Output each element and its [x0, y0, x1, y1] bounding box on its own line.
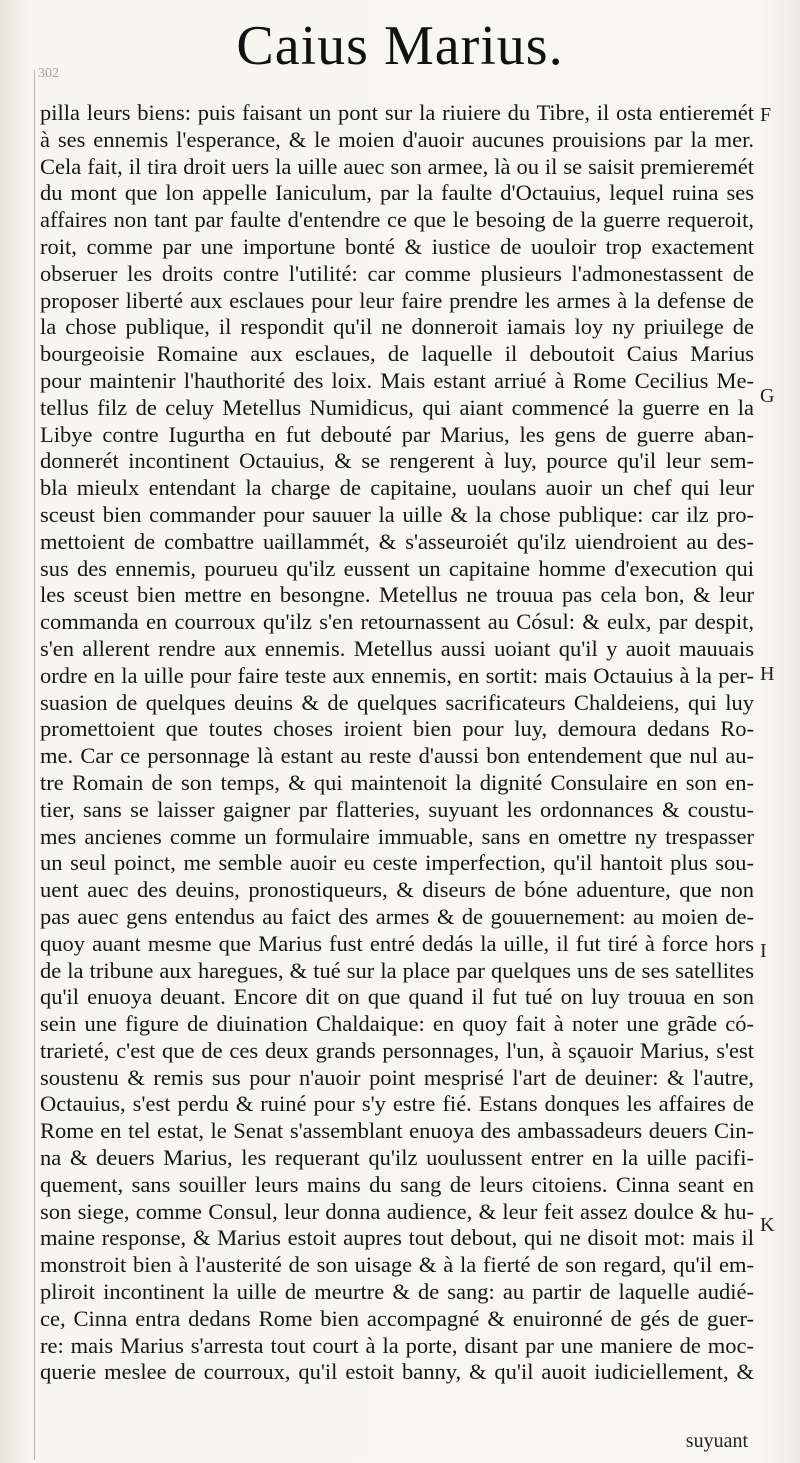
text-line: Libye contre Iugurtha en fut debouté par Marius, les gens de guerre aban- [40, 421, 754, 447]
text-line: Cela fait, il tira droit uers la uille auec son armee, là ou il se saisit premieremét [40, 153, 754, 179]
running-head: Caius Marius. [236, 15, 564, 77]
text-line: suasion de quelques deuins & de quelques sacrificateurs Chaldeiens, qui luy [40, 689, 754, 715]
text-line: la chose publique, il respondit qu'il ne donneroit iamais loy ny priuilege de [40, 314, 754, 340]
text-line: querie meslee de courroux, qu'il estoit banny, & qu'il auoit iudiciellement, & [40, 1359, 754, 1385]
text-line: pliroit incontinent la uille de meurtre & de sang: au partir de laquelle audié- [40, 1279, 754, 1305]
margin-letter-h: H [760, 663, 775, 685]
text-line: tellus filz de celuy Metellus Numidicus, qui aiant commencé la guerre en la [40, 394, 754, 420]
margin-letter-f: F [760, 104, 772, 126]
text-line: tre Romain de son temps, & qui maintenoit la dignité Consulaire en son en- [40, 769, 754, 795]
text-line: affaires non tant par faulte d'entendre ce que le besoing de la guerre requeroit, [40, 207, 754, 233]
text-line: mettoient de combattre uaillammét, & s'asseuroiét qu'ilz uiendroient au des- [40, 528, 754, 554]
text-line: du mont que lon appelle Ianiculum, par la faulte d'Octauius, lequel ruina ses [40, 180, 754, 206]
catchword: suyuant [685, 1430, 748, 1452]
text-line: qu'il enuoya deuant. Encore dit on que quand il fut tué on luy trouua en son [40, 984, 754, 1010]
text-line: tier, sans se laisser gaigner par flatteries, suyuant les ordonnances & coustu- [40, 796, 754, 822]
text-line: uent auec des deuins, pronostiqueurs, & diseurs de bóne aduenture, que non [40, 877, 754, 903]
text-line: proposer liberté aux esclaues pour leur faire prendre les armes à la defense de [40, 287, 754, 313]
gutter-rule [34, 70, 35, 1460]
margin-letter-k: K [760, 1214, 775, 1236]
text-line: promettoient que toutes choses iroient bien pour luy, demoura dedans Ro- [40, 716, 754, 742]
text-line: roit, comme par une importune bonté & iustice de uouloir trop exactement [40, 233, 754, 259]
text-line: me. Car ce personnage là estant au reste d'aussi bon entendement que nul au- [40, 743, 754, 769]
text-line: na & deuers Marius, les requerant qu'ilz uoulussent entrer en la uille pacifi- [40, 1145, 754, 1171]
text-line: commanda en courroux qu'ilz s'en retournassent au Cósul: & eulx, par despit, [40, 609, 754, 635]
text-line: les sceust bien mettre en besongne. Metellus ne trouua pas cela bon, & leur [40, 582, 754, 608]
text-line: donnerét incontinent Octauius, & se rengerent à luy, pource qu'il leur sem- [40, 448, 754, 474]
text-line: monstroit bien à l'austerité de son uisage & à la fierté de son regard, qu'il em- [40, 1252, 754, 1278]
text-line: sein une figure de diuination Chaldaique: en quoy fait à noter une grãde có- [40, 1011, 754, 1037]
text-line: soustenu & remis sus pour n'auoir point mesprisé l'art de deuiner: & l'autre, [40, 1064, 754, 1090]
text-line: de la tribune aux haregues, & tué sur la place par quelques uns de ses satellites [40, 957, 754, 983]
text-line: ordre en la uille pour faire teste aux ennemis, en sortit: mais Octauius à la per- [40, 662, 754, 688]
text-line: obseruer les droits contre l'utilité: car comme plusieurs l'admonestassent de [40, 260, 754, 286]
text-line: Rome en tel estat, le Senat s'assemblant enuoya des ambassadeurs deuers Cin- [40, 1118, 754, 1144]
text-line: ce, Cinna entra dedans Rome bien accompagné & enuironné de gés de guer- [40, 1305, 754, 1331]
text-line: mes ancienes comme un formulaire immuable, sans en omettre ny trespasser [40, 823, 754, 849]
text-line: son siege, comme Consul, leur donna audience, & leur feit assez doulce & hu- [40, 1198, 754, 1224]
text-line: quoy auant mesme que Marius fust entré dedás la uille, il fut tiré à force hors [40, 930, 754, 956]
text-line: sus des ennemis, pourueu qu'ilz eussent un capitaine homme d'execution qui [40, 555, 754, 581]
text-line: re: mais Marius s'arresta tout court à la porte, disant par une maniere de moc- [40, 1332, 754, 1358]
text-line: maine response, & Marius estoit aupres tout debout, qui ne disoit mot: mais il [40, 1225, 754, 1251]
text-line: pas auec gens entendus au faict des armes & de gouuernement: au moien de- [40, 903, 754, 929]
text-line: pilla leurs biens: puis faisant un pont sur la riuiere du Tibre, il osta entieremét [40, 100, 754, 125]
text-line: sceust bien commander pour sauuer la uille & la chose publique: car ilz pro- [40, 501, 754, 527]
text-line: bla mieulx entendant la charge de capitaine, uoulans auoir un chef qui leur [40, 475, 754, 501]
page-number: 302 [38, 66, 59, 81]
text-line: un seul poinct, me semble auoir eu ceste imperfection, qu'il hantoit plus sou- [40, 850, 754, 876]
text-line: à ses ennemis l'esperance, & le moien d'auoir aucunes prouisions par la mer. [40, 126, 754, 152]
text-line: Octauius, s'est perdu & ruiné pour s'y estre fié. Estans donques les affaires de [40, 1091, 754, 1117]
text-line: bourgeoisie Romaine aux esclaues, de laquelle il deboutoit Caius Marius [40, 341, 754, 367]
margin-letter-i: I [760, 940, 767, 962]
body-text [40, 100, 754, 1386]
text-line: s'en allerent rendre aux ennemis. Metellus aussi uoiant qu'il y auoit mauuais [40, 635, 754, 661]
margin-letter-g: G [760, 385, 775, 407]
text-line: pour maintenir l'hauthorité des loix. Mais estant arriué à Rome Cecilius Me- [40, 367, 754, 393]
text-line: trarieté, c'est que de ces deux grands personnages, l'un, à sçauoir Marius, s'est [40, 1037, 754, 1063]
text-line: quement, sans souiller leurs mains du sang de leurs citoiens. Cinna seant en [40, 1171, 754, 1197]
